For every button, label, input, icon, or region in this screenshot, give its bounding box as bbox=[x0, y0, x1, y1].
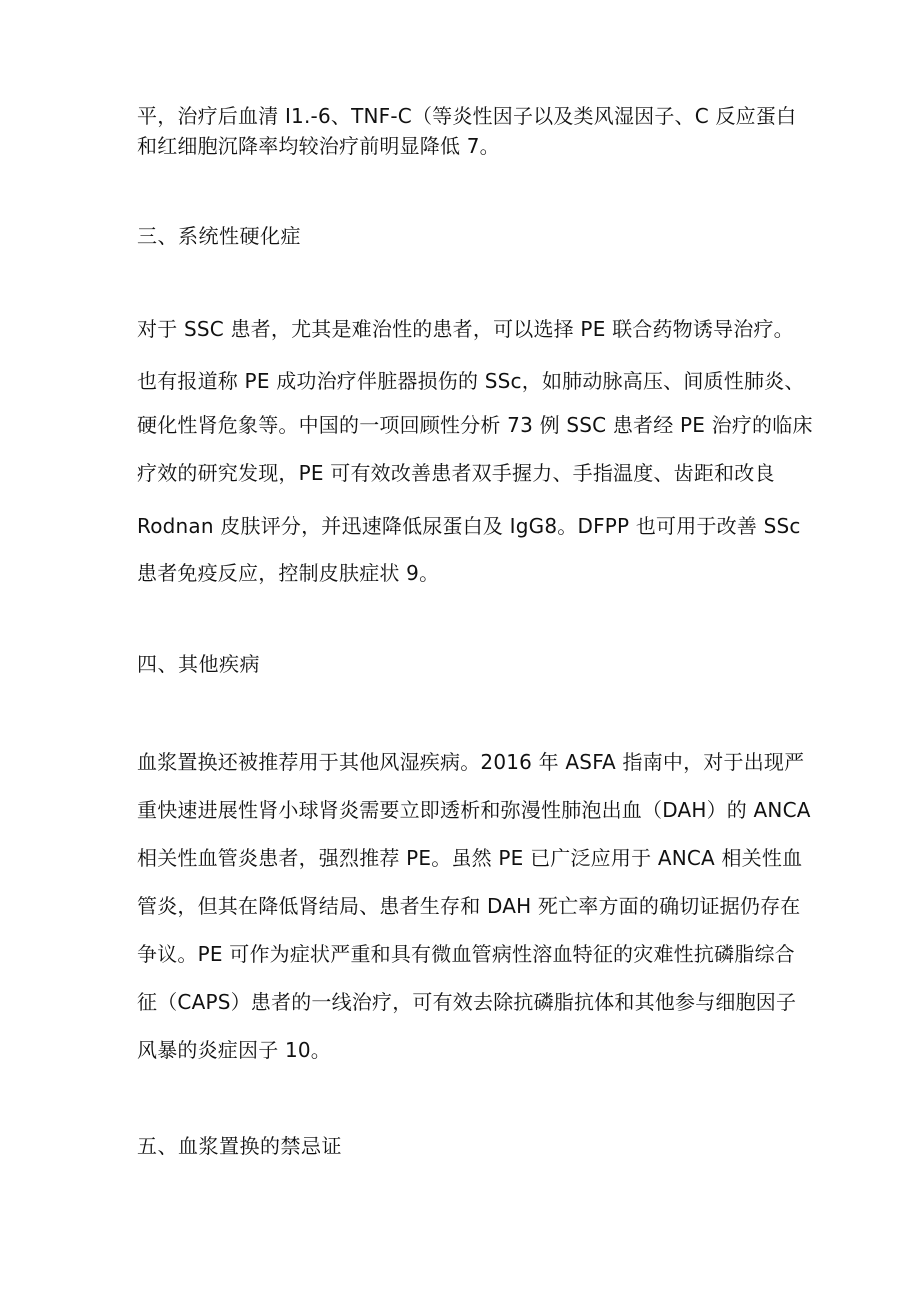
paragraph-line: 硬化性肾危象等。中国的一项回顾性分析 73 例 SSC 患者经 PE 治疗的临床 bbox=[137, 413, 813, 437]
paragraph-line: Rodnan 皮肤评分，并迅速降低尿蛋白及 IgG8。DFPP 也可用于改善 SSc bbox=[137, 514, 801, 538]
paragraph-line: 平，治疗后血清 I1.-6、TNF-C（等炎性因子以及类风湿因子、C 反应蛋白 bbox=[137, 104, 797, 128]
paragraph-line: 患者免疫反应，控制皮肤症状 9。 bbox=[137, 561, 440, 585]
paragraph-line: 风暴的炎症因子 10。 bbox=[137, 1038, 332, 1062]
paragraph-line: 相关性血管炎患者，强烈推荐 PE。虽然 PE 已广泛应用于 ANCA 相关性血 bbox=[137, 846, 803, 870]
paragraph-line: 征（CAPS）患者的一线治疗，可有效去除抗磷脂抗体和其他参与细胞因子 bbox=[137, 990, 797, 1014]
paragraph-line: 争议。PE 可作为症状严重和具有微血管病性溶血特征的灾难性抗磷脂综合 bbox=[137, 942, 795, 966]
paragraph-line: 血浆置换还被推荐用于其他风湿疾病。2016 年 ASFA 指南中，对于出现严 bbox=[137, 750, 805, 774]
paragraph-line: 重快速进展性肾小球肾炎需要立即透析和弥漫性肺泡出血（DAH）的 ANCA bbox=[137, 798, 811, 822]
paragraph-line: 也有报道称 PE 成功治疗伴脏器损伤的 SSc，如肺动脉高压、间质性肺炎、 bbox=[137, 369, 805, 393]
paragraph-line: 对于 SSC 患者，尤其是难治性的患者，可以选择 PE 联合药物诱导治疗。 bbox=[137, 317, 794, 341]
paragraph-line: 疗效的研究发现，PE 可有效改善患者双手握力、手指温度、齿距和改良 bbox=[137, 461, 775, 485]
section-heading: 五、血浆置换的禁忌证 bbox=[137, 1134, 342, 1158]
paragraph-line: 和红细胞沉降率均较治疗前明显降低 7。 bbox=[137, 134, 500, 158]
paragraph-line: 管炎，但其在降低肾结局、患者生存和 DAH 死亡率方面的确切证据仍存在 bbox=[137, 894, 801, 918]
section-heading: 三、系统性硬化症 bbox=[137, 224, 301, 248]
section-heading: 四、其他疾病 bbox=[137, 652, 260, 676]
